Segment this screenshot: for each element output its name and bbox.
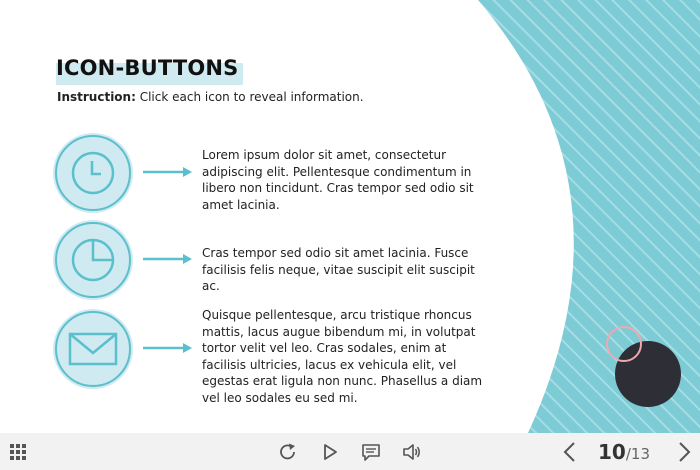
instruction-label: Instruction:	[57, 90, 136, 104]
menu-grid-icon	[9, 443, 27, 461]
play-icon	[320, 442, 340, 462]
instruction	[57, 90, 364, 104]
next-icon	[676, 441, 692, 463]
envelope-icon-button[interactable]	[53, 309, 133, 389]
comment-button[interactable]	[359, 433, 383, 470]
volume-button[interactable]	[400, 433, 424, 470]
arrow-icon	[143, 341, 193, 355]
instruction-text: Click each icon to reveal information.	[135, 90, 364, 104]
description-1: Lorem ipsum dolor sit amet, consectetur adipiscing elit. Pellentesque condimentum in libero non tincidunt. Cras tempor sed odio sit amet lacinia.	[202, 148, 474, 212]
current-page: 10	[598, 440, 626, 464]
pie-chart-icon	[53, 220, 133, 300]
player-toolbar	[0, 433, 700, 470]
envelope-icon	[53, 309, 133, 389]
description-3: Quisque pellentesque, arcu tristique rhoncus mattis, lacus augue bibendum mi, in volutpat tortor velit vel leo. Cras sodales, enim at facilisis ultricies, lacus ex vehicula elit, vel egestas erat ligula non nunc. Phasellus a diam vel leo sodales eu sed mi.	[202, 308, 483, 405]
arrow-icon	[143, 252, 193, 266]
comment-icon	[361, 442, 381, 462]
replay-button[interactable]	[276, 433, 300, 470]
arrow-icon	[143, 165, 193, 179]
pie-chart-icon-button[interactable]	[53, 220, 133, 300]
title-block	[56, 56, 239, 80]
total-pages: /13	[625, 445, 650, 463]
clock-icon	[53, 133, 133, 213]
menu-button[interactable]	[6, 433, 30, 470]
prev-icon	[562, 441, 578, 463]
dark-circle-decoration	[615, 341, 681, 407]
page-indicator	[598, 440, 650, 464]
description-2: Cras tempor sed odio sit amet lacinia. Fusce facilisis felis neque, vitae suscipit elit suscipit ac.	[202, 246, 475, 293]
clock-icon-button[interactable]	[53, 133, 133, 213]
replay-icon	[278, 442, 298, 462]
play-button[interactable]	[318, 433, 342, 470]
prev-button[interactable]	[559, 433, 581, 470]
page-title: ICON-BUTTONS	[56, 56, 239, 80]
volume-icon	[402, 442, 422, 462]
next-button[interactable]	[673, 433, 695, 470]
